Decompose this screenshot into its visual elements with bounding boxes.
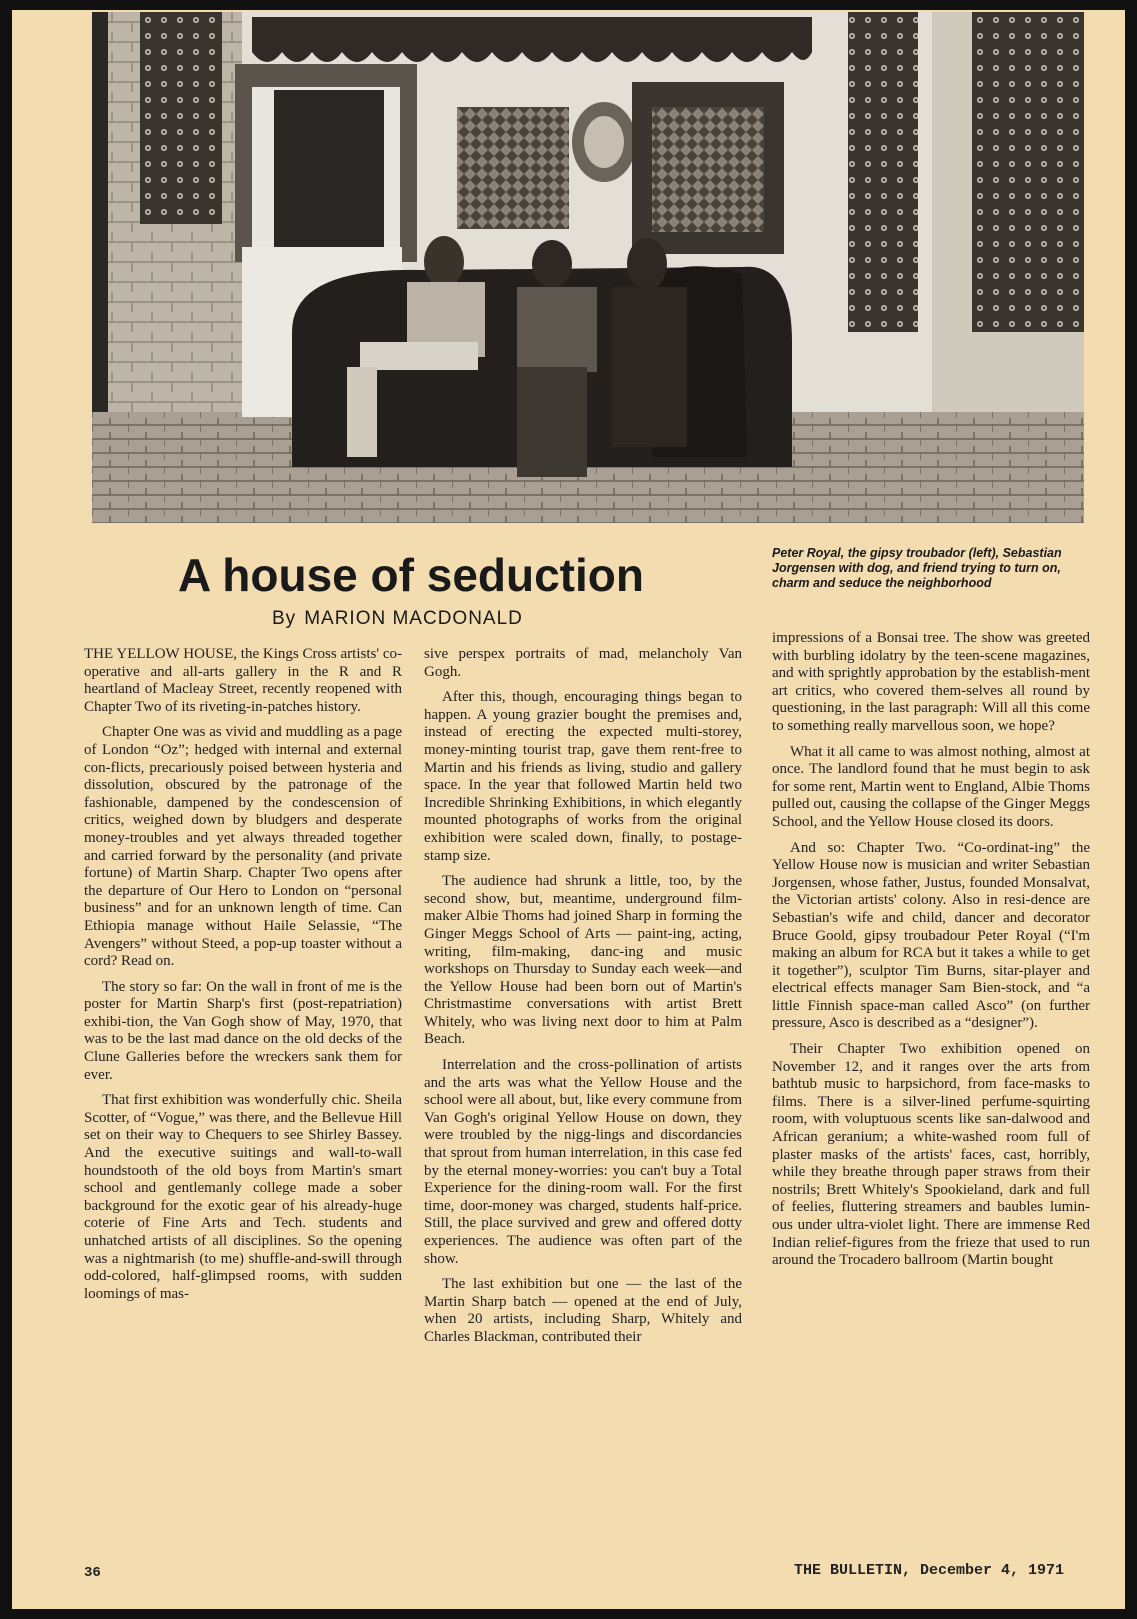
paragraph: After this, though, encouraging things began to happen. A young grazier bought the premises and, instead of erecting the expected multi-storey, money-minting tourist trap, gave them rent-free to Martin and his friends as living, studio and gallery space. In the year that followed Martin held two Incredible Shrinking Exhibitions, in which elegantly mounted photographs of works from the original exhibition were scaled down, finally, to postage-stamp size.	[424, 689, 742, 864]
paragraph: The story so far: On the wall in front of me is the poster for Martin Sharp's first (post-repatriation) exhibi-tion, the Van Gogh show of May, 1970, that was to be the last mad dance on the old decks of the Clune Galleries before the wreckers sank them for ever.	[84, 978, 402, 1083]
publication-footer: THE BULLETIN, December 4, 1971	[794, 1562, 1065, 1579]
paragraph: And so: Chapter Two. “Co-ordinat-ing” the Yellow House now is musician and writer Sebastian Jorgensen, whose father, Justus, founded Monsalvat, the Victorian artists' colony. Also in resi-dence are Sebastian's wife and child, dancer and decorator Bruce Goold, gipsy troubadour Peter Royal (“I'm making an album for RCA but it takes a while to get it together”), sculptor Tim Burns, sitar-player and electrical effects manager Sam Bien-stock, and “a little Finnish space-man called Asco” (on further pressure, Asco is described as a “designer”).	[772, 839, 1090, 1032]
photo-illustration	[92, 12, 1084, 523]
paragraph: Interrelation and the cross-pollination of artists and the arts was what the Yellow House and the school were all about, but, like every commune from Van Gogh's original Yellow House on down, they were troubled by the nigg-lings and discordancies that sprout from human interrelation, in this case fed by the eternal money-worries: you can't buy a Total Experience for the dining-room wall. For the first time, door-money was charged, students half-price. Still, the place survived and grew and offered dotty experiences. The audience was often part of the show.	[424, 1057, 742, 1267]
paragraph: sive perspex portraits of mad, melancholy Van Gogh.	[424, 646, 742, 680]
magazine-page	[12, 10, 1125, 1609]
author-name: MARION MACDONALD	[304, 608, 523, 629]
photo-caption: Peter Royal, the gipsy troubador (left), Sebastian Jorgensen with dog, and friend trying to turn on, charm and seduce the neighborhood	[772, 546, 1062, 590]
byline-prefix: By	[272, 608, 297, 629]
text-column-1	[84, 646, 402, 1311]
paragraph: impressions of a Bonsai tree. The show was greeted with burbling idolatry by the teen-scene magazines, and with sprightly approbation by the establish-ment art critics, who covered them-selves all round by questioning, in the last paragraph: Will all this come to something really marvellous soon, we hope?	[772, 630, 1090, 734]
paragraph: That first exhibition was wonderfully chic. Sheila Scotter, of “Vogue,” was there, and the Bellevue Hill set on their way to Chequers to see Shirley Bassey. And the executive suitings and wall-to-wall houndstooth of the old boys from Martin's smart school and gentlemanly college made a sober background for the exotic gear of his already-huge coterie of Fine Arts and Tech. students and unhatched artists of all disciplines. So the opening was a nightmarish (to me) shuffle-and-swill through odd-colored, half-glimpsed rooms, with sudden loomings of mas-	[84, 1092, 402, 1302]
article-title: A house of seduction	[178, 549, 644, 601]
paragraph: THE YELLOW HOUSE, the Kings Cross artists' co-operative and all-arts gallery in the R and R heartland of Macleay Street, recently reopened with Chapter Two of its riveting-in-patches history.	[84, 646, 402, 715]
paragraph: The audience had shrunk a little, too, by the second show, but, meantime, underground film-maker Albie Thoms had joined Sharp in forming the Ginger Meggs School of Arts — paint-ing, acting, writing, film-making, danc-ing and music workshops on Thursday to Sunday each week—and the Yellow House had been born out of Martin's Christmastime conversations with artist Brett Whitely, who was living next door to him at Palm Beach.	[424, 873, 742, 1048]
text-column-2	[424, 646, 742, 1355]
paragraph: Their Chapter Two exhibition opened on November 12, and it ranges over the arts from bathtub music to harpsichord, from face-masks to films. There is a silver-lined perfume-squirting room, with voluptuous scents like san-dalwood and African geranium; a white-washed room full of plaster masks of the artists' faces, cast, horribly, while they breathe through paper straws from their nostrils; Brett Whitely's Spookieland, dark and full of feelies, fluttering streamers and baubles lumin-ous under ultra-violet light. There are immense Red Indian relief-figures from the frieze that used to run around the Trocadero ballroom (Martin bought	[772, 1041, 1090, 1269]
paragraph: Chapter One was as vivid and muddling as a page of London “Oz”; hedged with internal and external con-flicts, precariously poised between hysteria and dissolution, obscured by the patronage of the fashionable, dampened by the condescension of critics, weighed down by bludgers and desperate money-troubles and yet always threaded together and carried forward by the personality (and private fortune) of Martin Sharp. Chapter Two opens after the departure of Our Hero to London on “personal business” and for an unknown length of time. Can Ethiopia manage without Haile Selassie, “The Avengers” without Steed, a pop-up toaster without a cord? Read on.	[84, 724, 402, 970]
paragraph: The last exhibition but one — the last of the Martin Sharp batch — opened at the end of July, when 20 artists, including Sharp, Whitely and Charles Blackman, contributed their	[424, 1276, 742, 1345]
byline	[272, 608, 523, 630]
article-photo	[92, 12, 1084, 523]
paragraph: What it all came to was almost nothing, almost at once. The landlord found that he must begin to ask for some rent, Martin went to England, Albie Thoms pulled out, causing the collapse of the Ginger Meggs School, and the Yellow House closed its doors.	[772, 743, 1090, 830]
text-column-3	[772, 630, 1090, 1278]
page-number: 36	[84, 1565, 101, 1581]
